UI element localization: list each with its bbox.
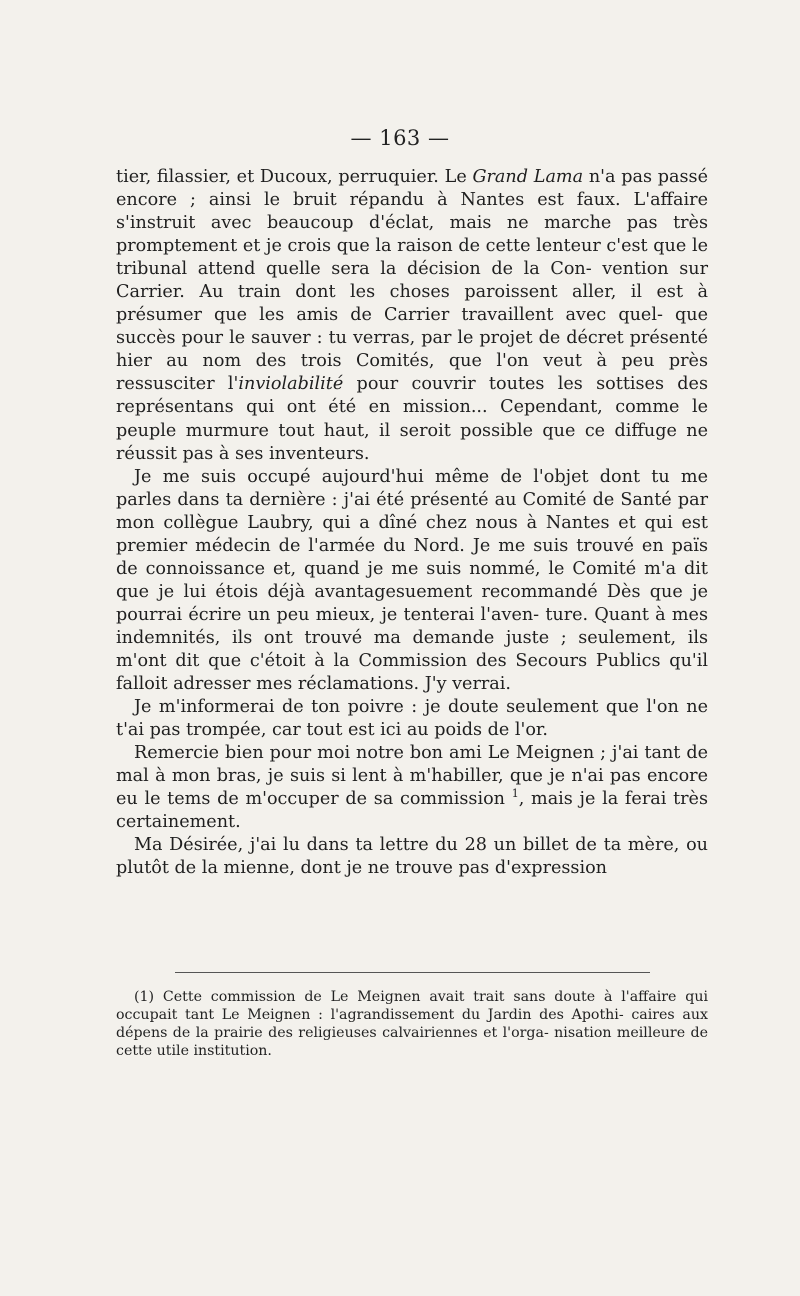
footnote [116,988,708,1060]
footnote-text: (1) Cette commission de Le Meignen avait trait sans doute à l'affaire qui occupait tant Le Meignen : l'agrandissement du Jardin des Apothi- caires aux dépens de la prairie des religieuses calvairiennes et l'orga- nisation meilleure de cette utile institution. [116,989,708,1059]
paragraph [116,466,708,696]
footnote-marker: 1 [511,787,519,801]
text-run: pour couvrir toutes les sottises des représentans qui ont été en mission... Cependant, comme le peuple murmure tout haut, il seroit possible que ce diffuge ne réussit pas à ses inventeurs. [116,374,708,464]
footnote-divider [175,972,650,973]
paragraph [116,834,708,880]
text-run: n'a pas passé encore ; ainsi le bruit répandu à Nantes est faux. L'affaire s'instruit avec beaucoup d'éclat, mais ne marche pas très promptement et je crois que la raison de cette lenteur c'est que le tribunal attend quelle sera la décision de la Con- vention sur Carrier. Au train dont les choses paroissent aller, il est à présumer que les amis de Carrier travaillent avec quel- que succès pour le sauver : tu verras, par le projet de décret présenté hier au nom des trois Comités, que l'on veut à peu près ressusciter l' [116,167,708,395]
text-run: Ma Désirée, j'ai lu dans ta lettre du 28 un billet de ta mère, ou plutôt de la mienne, dont je ne trouve pas d'expression [116,835,708,879]
text-run: Je m'informerai de ton poivre : je doute seulement que l'on ne t'ai pas trompée, car tout est ici au poids de l'or. [116,697,708,741]
page-number: — 163 — [350,126,450,150]
italic-text: Grand Lama [472,167,584,187]
text-run: tier, filassier, et Ducoux, perruquier. Le [116,167,473,187]
text-run: , mais je la ferai très certainement. [116,789,708,833]
paragraph [116,696,708,742]
text-run: Remercie bien pour moi notre bon ami Le Meignen ; j'ai tant de mal à mon bras, je suis si lent à m'habiller, que je n'ai pas encore eu le tems de m'occuper de sa commission [116,743,708,810]
italic-text: inviolabilité [238,374,344,395]
body-text [116,166,708,880]
paragraph [116,166,708,466]
paragraph [116,742,708,834]
text-run: Je me suis occupé aujourd'hui même de l'objet dont tu me parles dans ta dernière : j'ai été présenté au Comité de Santé par mon collègue Laubry, qui a dîné chez nous à Nantes et qui est premier médecin de l'armée du Nord. Je me suis trouvé en païs de connoissance et, quand je me suis nommé, le Comité m'a dit que je lui étois déjà avantagesuement recommandé Dès que je pourrai écrire un peu mieux, je tenterai l'aven- ture. Quant à mes indemnités, ils ont trouvé ma demande juste ; seulement, ils m'ont dit que c'étoit à la Commission des Secours Publics qu'il falloit adresser mes réclamations. J'y verrai. [116,466,708,695]
